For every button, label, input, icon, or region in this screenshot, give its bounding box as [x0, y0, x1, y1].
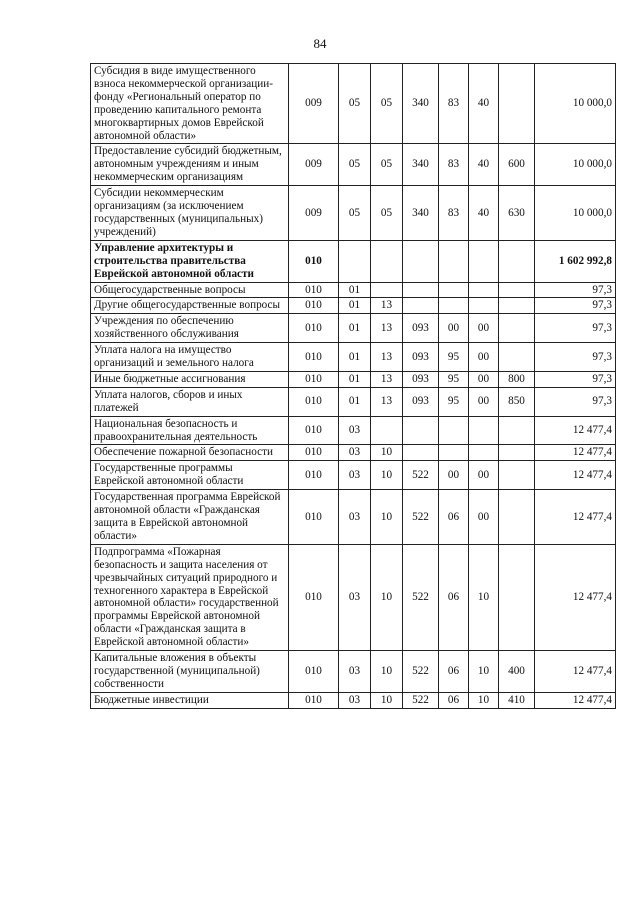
- table-row: [91, 64, 616, 144]
- subsection-code: 10: [371, 490, 403, 545]
- amount: 12 477,4: [535, 651, 616, 693]
- amount: 12 477,4: [535, 416, 616, 445]
- expense-type-code: 600: [499, 144, 535, 186]
- subsection-code: 05: [371, 186, 403, 241]
- ministry-code: 009: [289, 186, 339, 241]
- ministry-code: 010: [289, 544, 339, 650]
- row-name: Учреждения по обеспечению хозяйственного обслуживания: [91, 314, 289, 343]
- row-name: Другие общегосударственные вопросы: [91, 298, 289, 314]
- amount: 1 602 992,8: [535, 240, 616, 282]
- table-row: [91, 461, 616, 490]
- ministry-code: 010: [289, 240, 339, 282]
- amount: 12 477,4: [535, 490, 616, 545]
- subsection-code: [371, 416, 403, 445]
- direction-code: 00: [469, 371, 499, 387]
- table-row: [91, 490, 616, 545]
- subsection-code: 10: [371, 692, 403, 708]
- subprogram-code: 95: [439, 343, 469, 372]
- amount: 97,3: [535, 298, 616, 314]
- table-row: [91, 544, 616, 650]
- budget-table: [90, 63, 616, 709]
- table-row: [91, 298, 616, 314]
- page-number: 84: [313, 36, 327, 51]
- expense-type-code: [499, 461, 535, 490]
- direction-code: 10: [469, 544, 499, 650]
- amount: 10 000,0: [535, 144, 616, 186]
- ministry-code: 010: [289, 371, 339, 387]
- subprogram-code: 06: [439, 490, 469, 545]
- table-row: [91, 692, 616, 708]
- subprogram-code: [439, 416, 469, 445]
- subsection-code: [371, 240, 403, 282]
- section-code: 03: [339, 692, 371, 708]
- subprogram-code: 06: [439, 544, 469, 650]
- amount: 12 477,4: [535, 692, 616, 708]
- ministry-code: 010: [289, 461, 339, 490]
- section-code: 03: [339, 651, 371, 693]
- subprogram-code: 95: [439, 371, 469, 387]
- program-code: 093: [403, 314, 439, 343]
- row-name: Государственные программы Еврейской автономной области: [91, 461, 289, 490]
- subprogram-code: 83: [439, 186, 469, 241]
- row-name: Уплата налога на имущество организаций и земельного налога: [91, 343, 289, 372]
- subprogram-code: 95: [439, 387, 469, 416]
- direction-code: 00: [469, 490, 499, 545]
- subprogram-code: 06: [439, 692, 469, 708]
- ministry-code: 010: [289, 387, 339, 416]
- program-code: 093: [403, 387, 439, 416]
- subprogram-code: 00: [439, 461, 469, 490]
- amount: 97,3: [535, 343, 616, 372]
- table-row: [91, 144, 616, 186]
- program-code: [403, 416, 439, 445]
- expense-type-code: [499, 64, 535, 144]
- row-name: Управление архитектуры и строительства правительства Еврейской автономной области: [91, 240, 289, 282]
- subsection-code: 10: [371, 651, 403, 693]
- amount: 12 477,4: [535, 544, 616, 650]
- direction-code: [469, 298, 499, 314]
- subsection-code: 13: [371, 387, 403, 416]
- ministry-code: 009: [289, 64, 339, 144]
- row-name: Обеспечение пожарной безопасности: [91, 445, 289, 461]
- subsection-code: 10: [371, 544, 403, 650]
- direction-code: 10: [469, 692, 499, 708]
- subsection-code: 13: [371, 343, 403, 372]
- ministry-code: 010: [289, 416, 339, 445]
- budget-table-body: [91, 64, 616, 709]
- table-row: [91, 651, 616, 693]
- amount: 12 477,4: [535, 445, 616, 461]
- expense-type-code: 630: [499, 186, 535, 241]
- direction-code: 00: [469, 343, 499, 372]
- subsection-code: 13: [371, 371, 403, 387]
- amount: 97,3: [535, 282, 616, 298]
- program-code: 522: [403, 651, 439, 693]
- program-code: 522: [403, 544, 439, 650]
- subsection-code: 13: [371, 298, 403, 314]
- program-code: [403, 282, 439, 298]
- expense-type-code: [499, 314, 535, 343]
- subsection-code: 10: [371, 461, 403, 490]
- program-code: 093: [403, 343, 439, 372]
- row-name: Капитальные вложения в объекты государственной (муниципальной) собственности: [91, 651, 289, 693]
- program-code: 093: [403, 371, 439, 387]
- section-code: 05: [339, 64, 371, 144]
- amount: 97,3: [535, 371, 616, 387]
- direction-code: 00: [469, 387, 499, 416]
- expense-type-code: [499, 282, 535, 298]
- amount: 10 000,0: [535, 64, 616, 144]
- expense-type-code: 850: [499, 387, 535, 416]
- expense-type-code: [499, 445, 535, 461]
- table-row: [91, 343, 616, 372]
- direction-code: 10: [469, 651, 499, 693]
- subsection-code: 10: [371, 445, 403, 461]
- section-code: 05: [339, 186, 371, 241]
- section-code: 03: [339, 445, 371, 461]
- program-code: 340: [403, 144, 439, 186]
- direction-code: [469, 416, 499, 445]
- direction-code: 00: [469, 314, 499, 343]
- program-code: [403, 445, 439, 461]
- subprogram-code: [439, 445, 469, 461]
- ministry-code: 010: [289, 651, 339, 693]
- direction-code: [469, 445, 499, 461]
- table-row: [91, 416, 616, 445]
- section-code: 03: [339, 544, 371, 650]
- direction-code: [469, 240, 499, 282]
- direction-code: 00: [469, 461, 499, 490]
- expense-type-code: [499, 416, 535, 445]
- direction-code: [469, 282, 499, 298]
- program-code: 340: [403, 186, 439, 241]
- row-name: Уплата налогов, сборов и иных платежей: [91, 387, 289, 416]
- amount: 10 000,0: [535, 186, 616, 241]
- ministry-code: 010: [289, 490, 339, 545]
- program-code: 340: [403, 64, 439, 144]
- section-code: 01: [339, 371, 371, 387]
- section-code: 03: [339, 416, 371, 445]
- expense-type-code: [499, 240, 535, 282]
- amount: 97,3: [535, 387, 616, 416]
- section-code: 01: [339, 387, 371, 416]
- section-code: 05: [339, 144, 371, 186]
- table-row: [91, 387, 616, 416]
- table-row: [91, 445, 616, 461]
- ministry-code: 010: [289, 282, 339, 298]
- program-code: [403, 240, 439, 282]
- subprogram-code: 83: [439, 144, 469, 186]
- program-code: [403, 298, 439, 314]
- row-name: Предоставление субсидий бюджетным, автономным учреждениям и иным некоммерческим организациям: [91, 144, 289, 186]
- table-row: [91, 240, 616, 282]
- section-code: 01: [339, 282, 371, 298]
- expense-type-code: 410: [499, 692, 535, 708]
- row-name: Субсидии некоммерческим организациям (за исключением государственных (муниципальных) учреждений): [91, 186, 289, 241]
- amount: 12 477,4: [535, 461, 616, 490]
- expense-type-code: [499, 544, 535, 650]
- row-name: Бюджетные инвестиции: [91, 692, 289, 708]
- ministry-code: 010: [289, 343, 339, 372]
- direction-code: 40: [469, 186, 499, 241]
- table-row: [91, 186, 616, 241]
- expense-type-code: [499, 298, 535, 314]
- direction-code: 40: [469, 144, 499, 186]
- subsection-code: [371, 282, 403, 298]
- ministry-code: 010: [289, 298, 339, 314]
- subsection-code: 13: [371, 314, 403, 343]
- expense-type-code: [499, 343, 535, 372]
- section-code: 03: [339, 461, 371, 490]
- section-code: 01: [339, 298, 371, 314]
- ministry-code: 009: [289, 144, 339, 186]
- section-code: 01: [339, 314, 371, 343]
- expense-type-code: 800: [499, 371, 535, 387]
- subsection-code: 05: [371, 144, 403, 186]
- ministry-code: 010: [289, 692, 339, 708]
- section-code: [339, 240, 371, 282]
- row-name: Подпрограмма «Пожарная безопасность и защита населения от чрезвычайных ситуаций природного и техногенного характера в Еврейской автономной области» государственной программы Еврейской автономной области «Гражданская защита в Еврейской автономной области»: [91, 544, 289, 650]
- row-name: Общегосударственные вопросы: [91, 282, 289, 298]
- subprogram-code: 00: [439, 314, 469, 343]
- table-row: [91, 371, 616, 387]
- subprogram-code: 83: [439, 64, 469, 144]
- table-row: [91, 314, 616, 343]
- subsection-code: 05: [371, 64, 403, 144]
- subprogram-code: [439, 240, 469, 282]
- row-name: Государственная программа Еврейской автономной области «Гражданская защита в Еврейской автономной области»: [91, 490, 289, 545]
- section-code: 03: [339, 490, 371, 545]
- direction-code: 40: [469, 64, 499, 144]
- ministry-code: 010: [289, 314, 339, 343]
- subprogram-code: [439, 298, 469, 314]
- section-code: 01: [339, 343, 371, 372]
- program-code: 522: [403, 692, 439, 708]
- program-code: 522: [403, 461, 439, 490]
- row-name: Национальная безопасность и правоохранительная деятельность: [91, 416, 289, 445]
- program-code: 522: [403, 490, 439, 545]
- expense-type-code: [499, 490, 535, 545]
- row-name: Субсидия в виде имущественного взноса некоммерческой организации-фонду «Региональный оператор по проведению капитального ремонта многоквартирных домов Еврейской автономной области»: [91, 64, 289, 144]
- amount: 97,3: [535, 314, 616, 343]
- ministry-code: 010: [289, 445, 339, 461]
- table-row: [91, 282, 616, 298]
- expense-type-code: 400: [499, 651, 535, 693]
- subprogram-code: [439, 282, 469, 298]
- subprogram-code: 06: [439, 651, 469, 693]
- row-name: Иные бюджетные ассигнования: [91, 371, 289, 387]
